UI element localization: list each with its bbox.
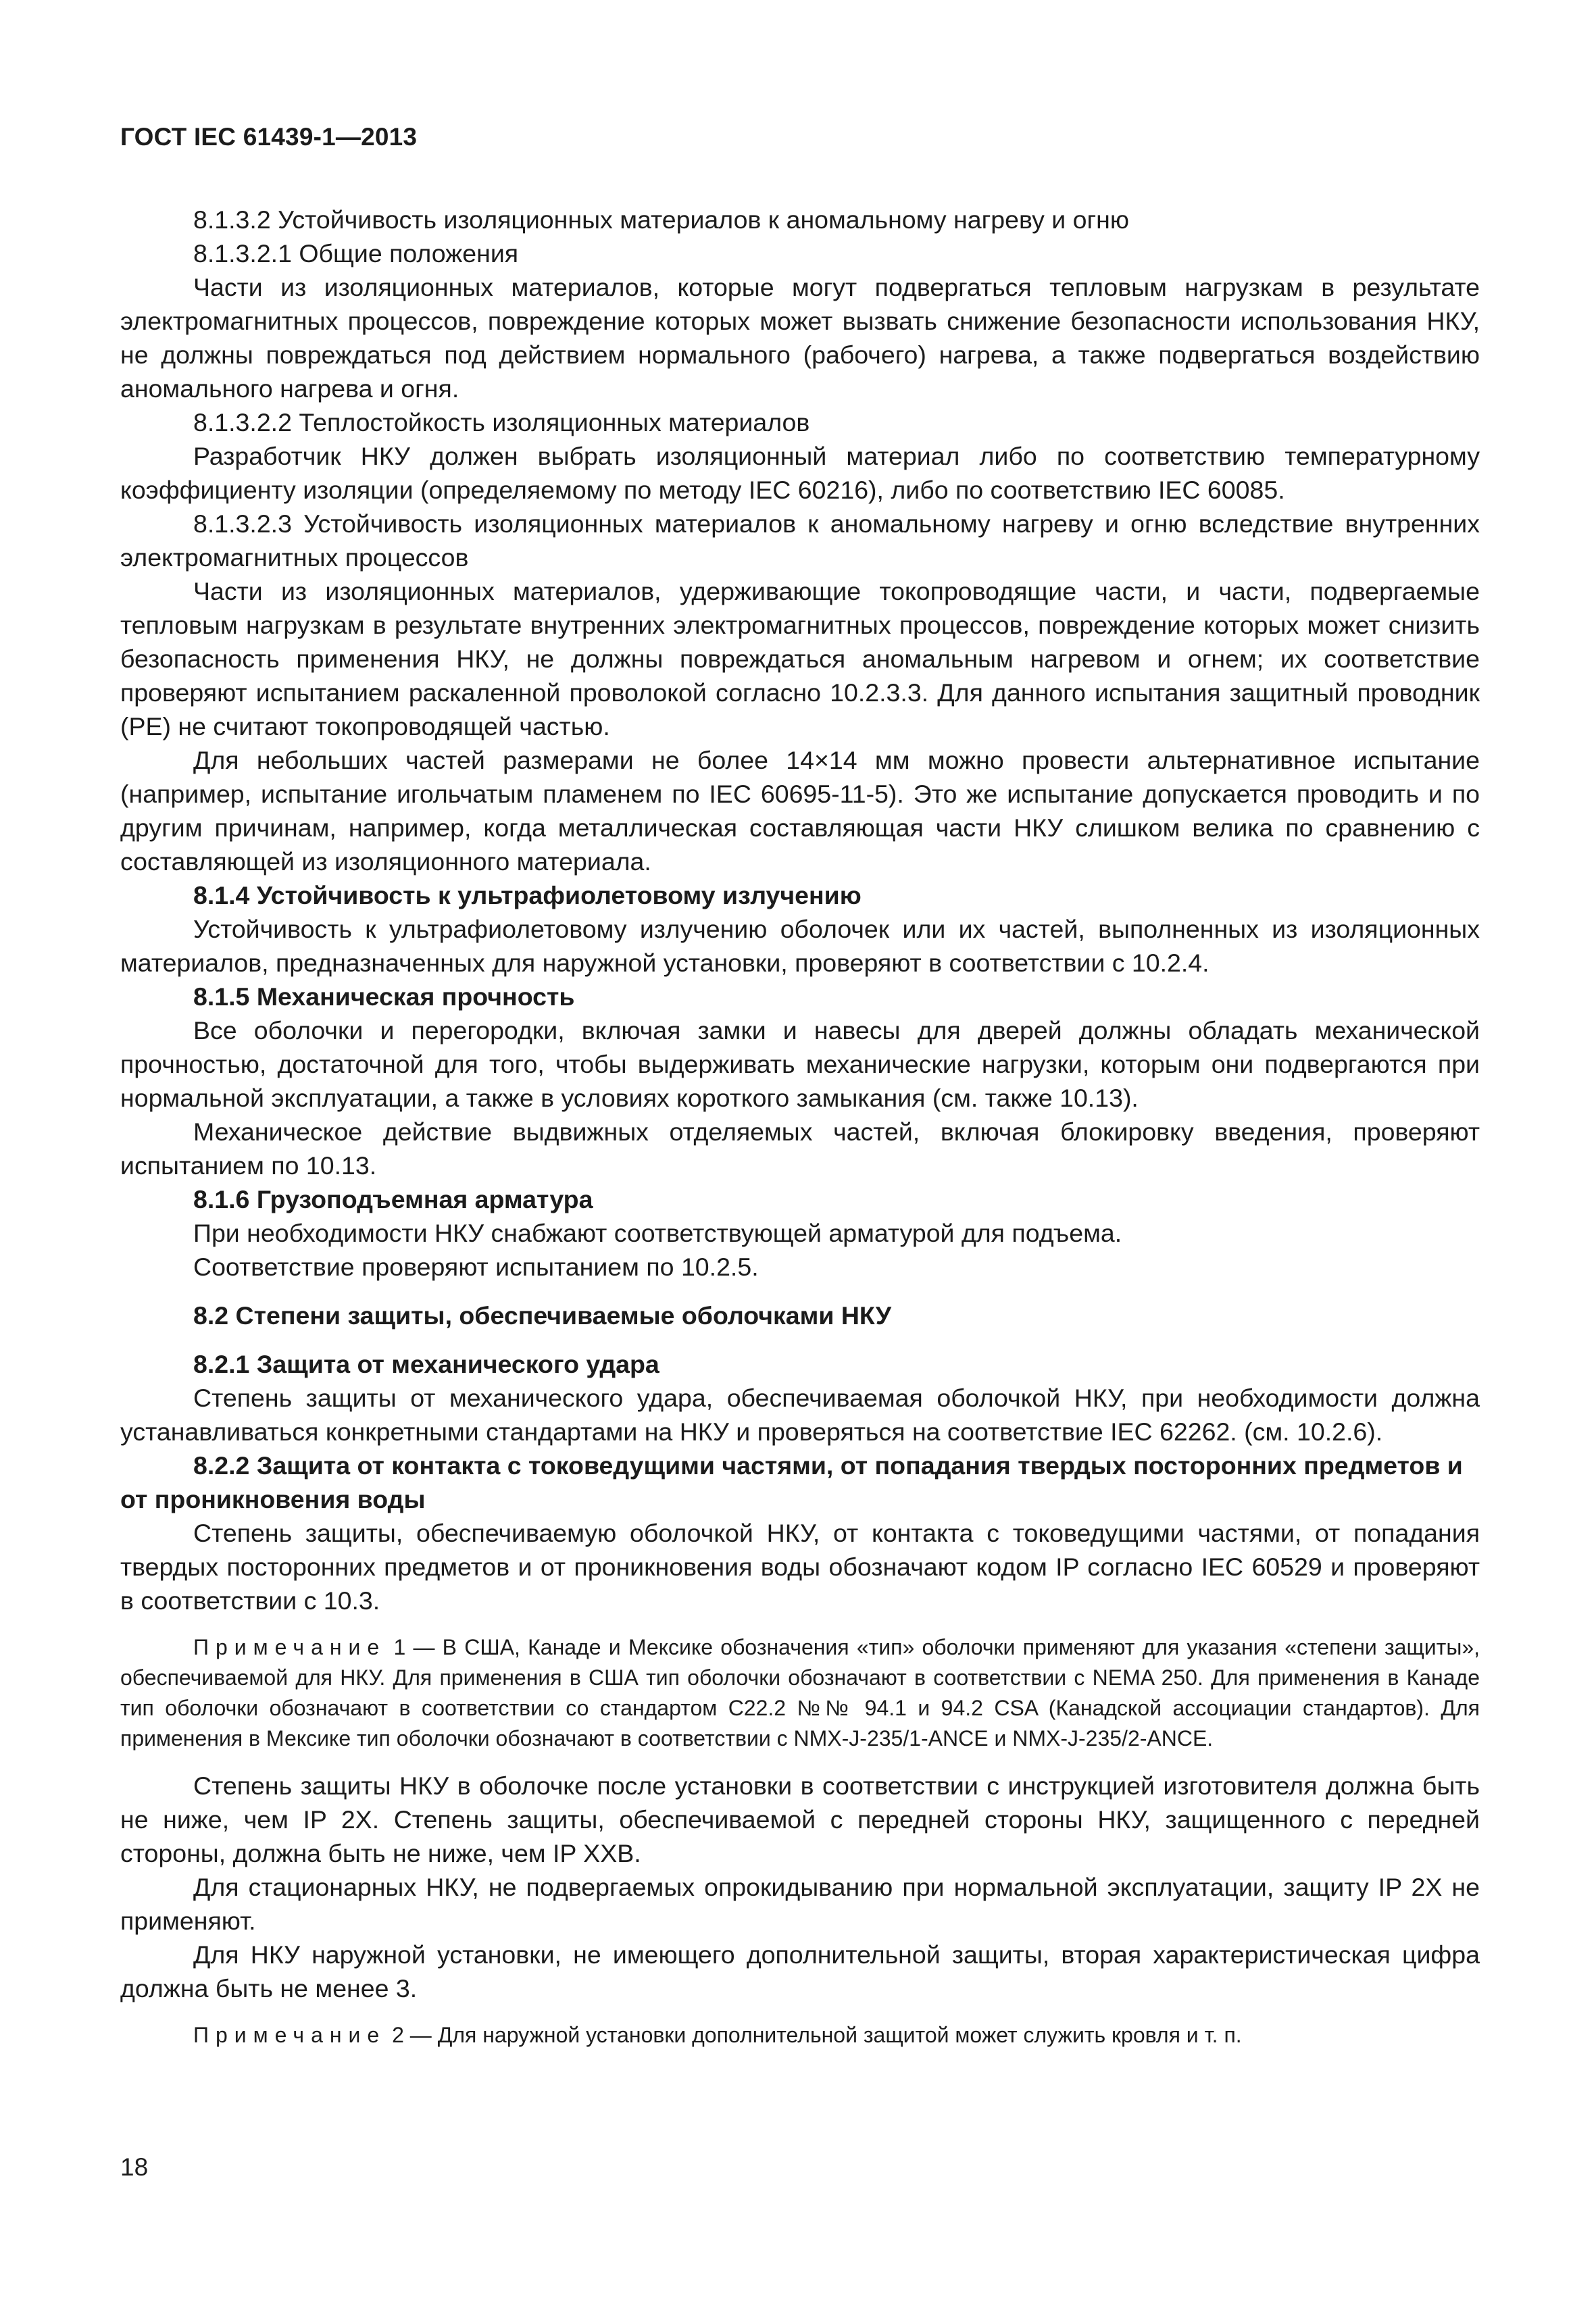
- paragraph: 8.1.3.2.3 Устойчивость изоляционных материалов к аномальному нагреву и огню вследствие внутренних электромагнитных процессов: [120, 509, 1480, 572]
- paragraph: Устойчивость к ультрафиолетовому излучению оболочек или их частей, выполненных из изоляционных материалов, предназначенных для наружной установки, проверяют в соответствии с 10.2.4.: [120, 915, 1480, 977]
- paragraph: 8.1.3.2.2 Теплостойкость изоляционных материалов: [193, 408, 810, 436]
- paragraph: Степень защиты, обеспечиваемую оболочкой НКУ, от контакта с токоведущими частями, от попадания твердых посторонних предметов и от проникновения воды обозначают кодом IP согласно IEC 60529 и проверяют в соответствии с 10.3.: [120, 1519, 1480, 1615]
- paragraph: Соответствие проверяют испытанием по 10.2.5.: [193, 1253, 759, 1281]
- section-heading: 8.2.1 Защита от механического удара: [193, 1350, 659, 1378]
- section-heading: 8.1.4 Устойчивость к ультрафиолетовому излучению: [193, 881, 862, 909]
- section-heading: 8.1.6 Грузоподъемная арматура: [193, 1185, 593, 1213]
- paragraph: 8.1.3.2 Устойчивость изоляционных материалов к аномальному нагреву и огню: [193, 205, 1129, 234]
- paragraph: Разработчик НКУ должен выбрать изоляционный материал либо по соответствию температурному коэффициенту изоляции (определяемому по методу IEC 60216), либо по соответствию IEC 60085.: [120, 442, 1480, 504]
- note-label: Примечание: [193, 2023, 386, 2047]
- paragraph: Механическое действие выдвижных отделяемых частей, включая блокировку введения, проверяют испытанием по 10.13.: [120, 1117, 1480, 1180]
- paragraph: Для НКУ наружной установки, не имеющего дополнительной защиты, вторая характеристическая цифра должна быть не менее 3.: [120, 1940, 1480, 2003]
- note-text: 2 — Для наружной установки дополнительной защитой может служить кровля и т. п.: [386, 2023, 1242, 2047]
- paragraph: При необходимости НКУ снабжают соответствующей арматурой для подъема.: [193, 1219, 1122, 1247]
- paragraph: Степень защиты НКУ в оболочке после установки в соответствии с инструкцией изготовителя должна быть не ниже, чем IP 2X. Степень защиты, обеспечиваемой с передней стороны НКУ, защищенного с передней стороны, должна быть не ниже, чем IP XXB.: [120, 1771, 1480, 1867]
- paragraph: Все оболочки и перегородки, включая замки и навесы для дверей должны обладать механической прочностью, достаточной для того, чтобы выдерживать механические нагрузки, которым они подвергаются при нормальной эксплуатации, а также в условиях короткого замыкания (см. также 10.13).: [120, 1016, 1480, 1112]
- paragraph: Для небольших частей размерами не более 14×14 мм можно провести альтернативное испытание (например, испытание игольчатым пламенем по IEC 60695-11-5). Это же испытание допускается проводить и по другим причинам, например, когда металлическая составляющая части НКУ слишком велика по сравнению с составляющей из изоляционного материала.: [120, 746, 1480, 876]
- paragraph: Степень защиты от механического удара, обеспечиваемая оболочкой НКУ, при необходимости должна устанавливаться конкретными стандартами на НКУ и проверяться на соответствие IEC 62262. (см. 10.2.6).: [120, 1384, 1480, 1446]
- document-body: [120, 203, 1480, 2065]
- note-text: 1 — В США, Канаде и Мексике обозначения «тип» оболочки применяют для указания «степени защиты», обеспечиваемой для НКУ. Для применения в США тип оболочки обозначают в соответствии с NEMA 250. Для применения в Канаде тип оболочки обозначают в соответствии со стандартом C22.2 №№ 94.1 и 94.2 CSA (Канадской ассоциации стандартов). Для применения в Мексике тип оболочки обозначают в соответствии с NMX-J-235/1-ANCE и NMX-J-235/2-ANCE.: [120, 1635, 1480, 1751]
- note: [120, 2020, 1480, 2051]
- document-header: ГОСТ IEC 61439-1—2013: [120, 123, 418, 151]
- section-heading: 8.2 Степени защиты, обеспечиваемые оболочками НКУ: [193, 1301, 892, 1330]
- paragraph: 8.1.3.2.1 Общие положения: [193, 239, 519, 268]
- paragraph: Для стационарных НКУ, не подвергаемых опрокидыванию при нормальной эксплуатации, защиту IP 2X не применяют.: [120, 1873, 1480, 1935]
- paragraph: Части из изоляционных материалов, которые могут подвергаться тепловым нагрузкам в результате электромагнитных процессов, повреждение которых может вызвать снижение безопасности использования НКУ, не должны повреждаться под действием нормального (рабочего) нагрева, а также подвергаться воздействию аномального нагрева и огня.: [120, 273, 1480, 403]
- paragraph: Части из изоляционных материалов, удерживающие токопроводящие части, и части, подвергаемые тепловым нагрузкам в результате внутренних электромагнитных процессов, повреждение которых может снизить безопасность применения НКУ, не должны повреждаться аномальным нагревом и огнем; их соответствие проверяют испытанием раскаленной проволокой согласно 10.2.3.3. Для данного испытания защитный проводник (PE) не считают токопроводящей частью.: [120, 577, 1480, 740]
- section-heading: 8.1.5 Механическая прочность: [193, 982, 575, 1011]
- note-label: Примечание: [193, 1635, 386, 1659]
- section-heading: 8.2.2 Защита от контакта с токоведущими частями, от попадания твердых посторонних предметов и от проникновения воды: [120, 1451, 1463, 1513]
- page-number: 18: [120, 2153, 149, 2181]
- note: [120, 1632, 1480, 1754]
